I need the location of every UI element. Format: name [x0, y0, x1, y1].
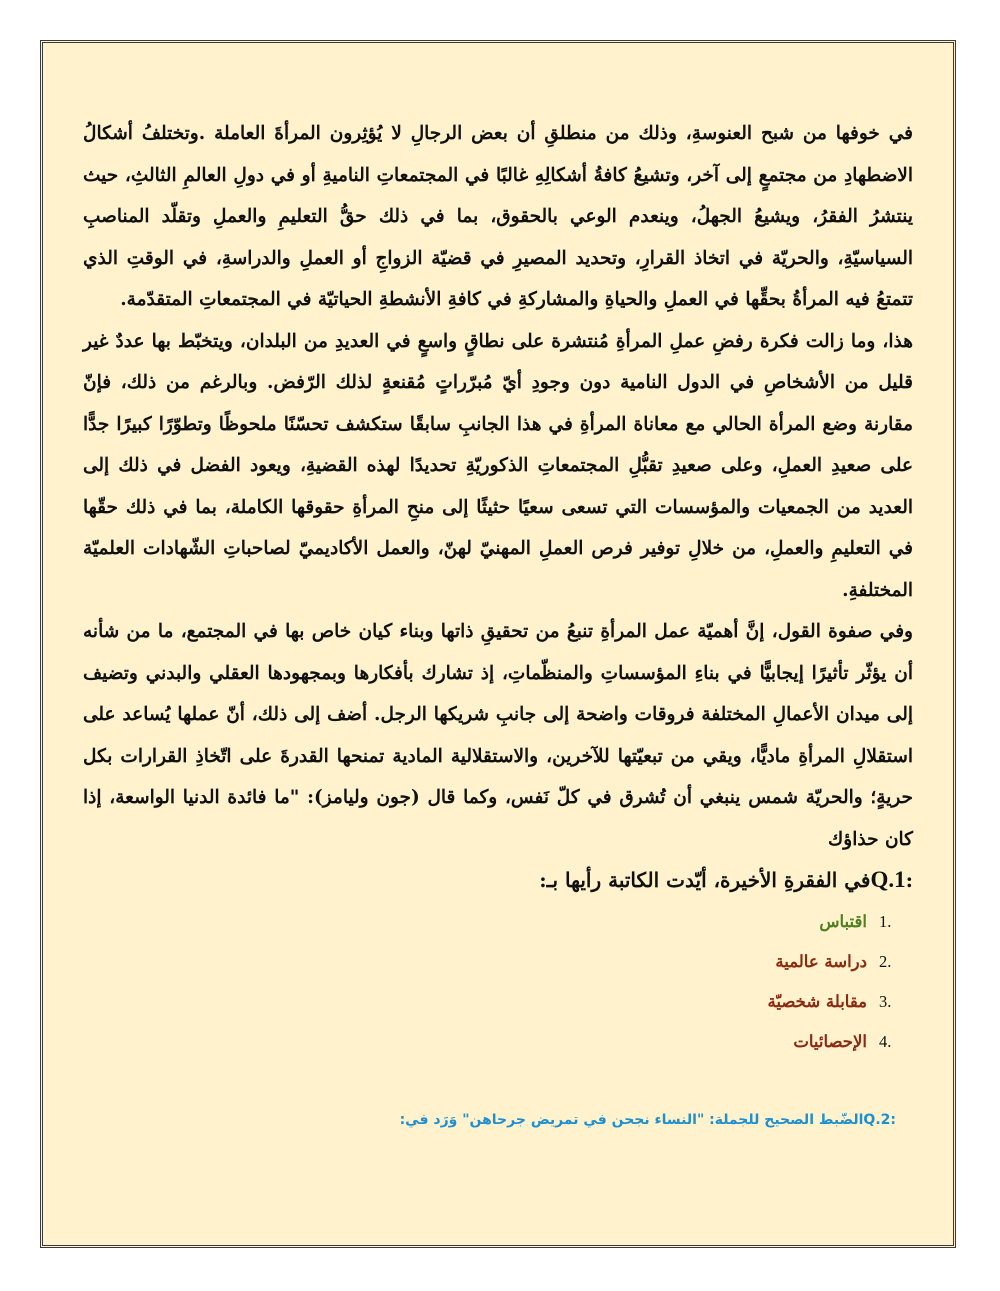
paragraph-3: وفي صفوة القول، إنَّ أهميّة عمل المرأةِ تنبعُ من تحقيقِ ذاتها وبناء كيان خاص بها في المجتمع، ما من شأنه أن يؤثّر تأثيرًا إيجابيًّا في بناءِ المؤسساتِ والمنظّماتِ، إذ تشارك بأفكارها وبمجهودها العقلي والبدني وتضيف إلى ميدان الأعمالِ المختلفة فروقات واضحة إلى جانبِ شريكها الرجل. أضف إلى ذلك، أنّ عملها يُساعد على استقلالِ المرأةِ ماديًّا، ويقي من تبعيّتها للآخرين، والاستقلالية المادية تمنحها القدرةَ على اتّخاذِ القرارات بكل حريةٍ؛ والحريّة شمس ينبغي أن تُشرق في كلّ نَفس، وكما قال (جون وليامز): "ما فائدة الدنيا الواسعة، إذا كان حذاؤك — [83, 621, 913, 850]
option-number: .3 — [879, 992, 892, 1011]
question-1-text: في الفقرةِ الأخيرة، أيّدت الكاتبة رأيها بـ: — [539, 868, 871, 892]
paragraph-1: في خوفها من شبح العنوسةِ، وذلك من منطلقِ أن بعض الرجالِ لا يُؤثِرون المرأةَ العاملة .وتختلفُ أشكالُ الاضطهادِ من مجتمعٍ إلى آخر، وتشيعُ كافةُ أشكالِهِ غالبًا في المجتمعاتِ الناميةِ أو في دولِ العالمِ الثالثِ، حيث ينتشرُ الفقرُ، ويشيعُ الجهلُ، وينعدم الوعي بالحقوق، بما في ذلك حقُّ التعليمِ والعملِ وتقلّد المناصبِ السياسيّةِ، والحريّة في اتخاذ القرارِ، وتحديد المصيرِ في قضيّة الزواجِ أو العملِ والدراسةِ، في الوقتِ الذي تتمتعُ فيه المرأةُ بحقِّها في العملِ والحياةِ والمشاركةِ في كافةِ الأنشطةِ الحياتيّة في المجتمعاتِ المتقدّمة. — [83, 123, 913, 310]
question-1-label: Q.1 — [870, 867, 906, 892]
option-2[interactable] — [83, 942, 901, 982]
question-2 — [400, 1112, 896, 1128]
option-label: اقتباس — [819, 912, 867, 931]
question-1-options — [83, 902, 913, 1062]
option-number: .4 — [879, 1032, 892, 1051]
option-number: .2 — [879, 952, 892, 971]
option-number: .1 — [879, 912, 892, 931]
question-1 — [83, 862, 913, 898]
question-2-text: الضّبط الصحيح للجملة: "النساء نجحن في تمريض جرحاهن" وَرَد في: — [399, 1112, 864, 1128]
option-3[interactable] — [83, 982, 901, 1022]
option-4[interactable] — [83, 1022, 901, 1062]
option-label: الإحصائيات — [793, 1032, 867, 1051]
option-label: مقابلة شخصيّة — [767, 992, 867, 1011]
paragraph-2: هذا، وما زالت فكرة رفضِ عملِ المرأةِ مُنتشرة على نطاقٍ واسعٍ في العديدِ من البلدان، ويتخبّط بها عددٌ غير قليل من الأشخاصِ في الدول النامية دون وجودِ أيّ مُبرّراتٍ مُقنعةٍ لذلك الرّفض. وبالرغم من ذلك، فإنّ مقارنة وضع المرأة الحالي مع معاناة المرأةِ في هذا الجانبِ سابقًا ستكشف تحسّنًا ملحوظًا وتطوّرًا كبيرًا جدًّا على صعيدِ العملِ، وعلى صعيدِ تقبُّلِ المجتمعاتِ الذكوريّةِ تحديدًا لهذه القضيةِ، ويعود الفضل في ذلك إلى العديد من الجمعيات والمؤسسات التي تسعى سعيًا حثيثًا إلى منحِ المرأةِ حقوقها الكاملة، بما في ذلك حقّها في التعليمِ والعملِ، من خلالِ توفير فرص العملِ المهنيّ لهنّ، والعمل الأكاديميّ لصاحباتِ الشّهادات العلميّة المختلفةِ. — [83, 330, 913, 601]
reading-passage — [83, 113, 913, 1062]
question-1-prefix: : — [905, 868, 913, 892]
option-label: دراسة عالمية — [775, 952, 867, 971]
question-2-prefix: : — [890, 1112, 896, 1128]
worksheet-page — [40, 40, 956, 1248]
question-2-label: Q.2 — [863, 1112, 891, 1128]
option-1[interactable] — [83, 902, 901, 942]
